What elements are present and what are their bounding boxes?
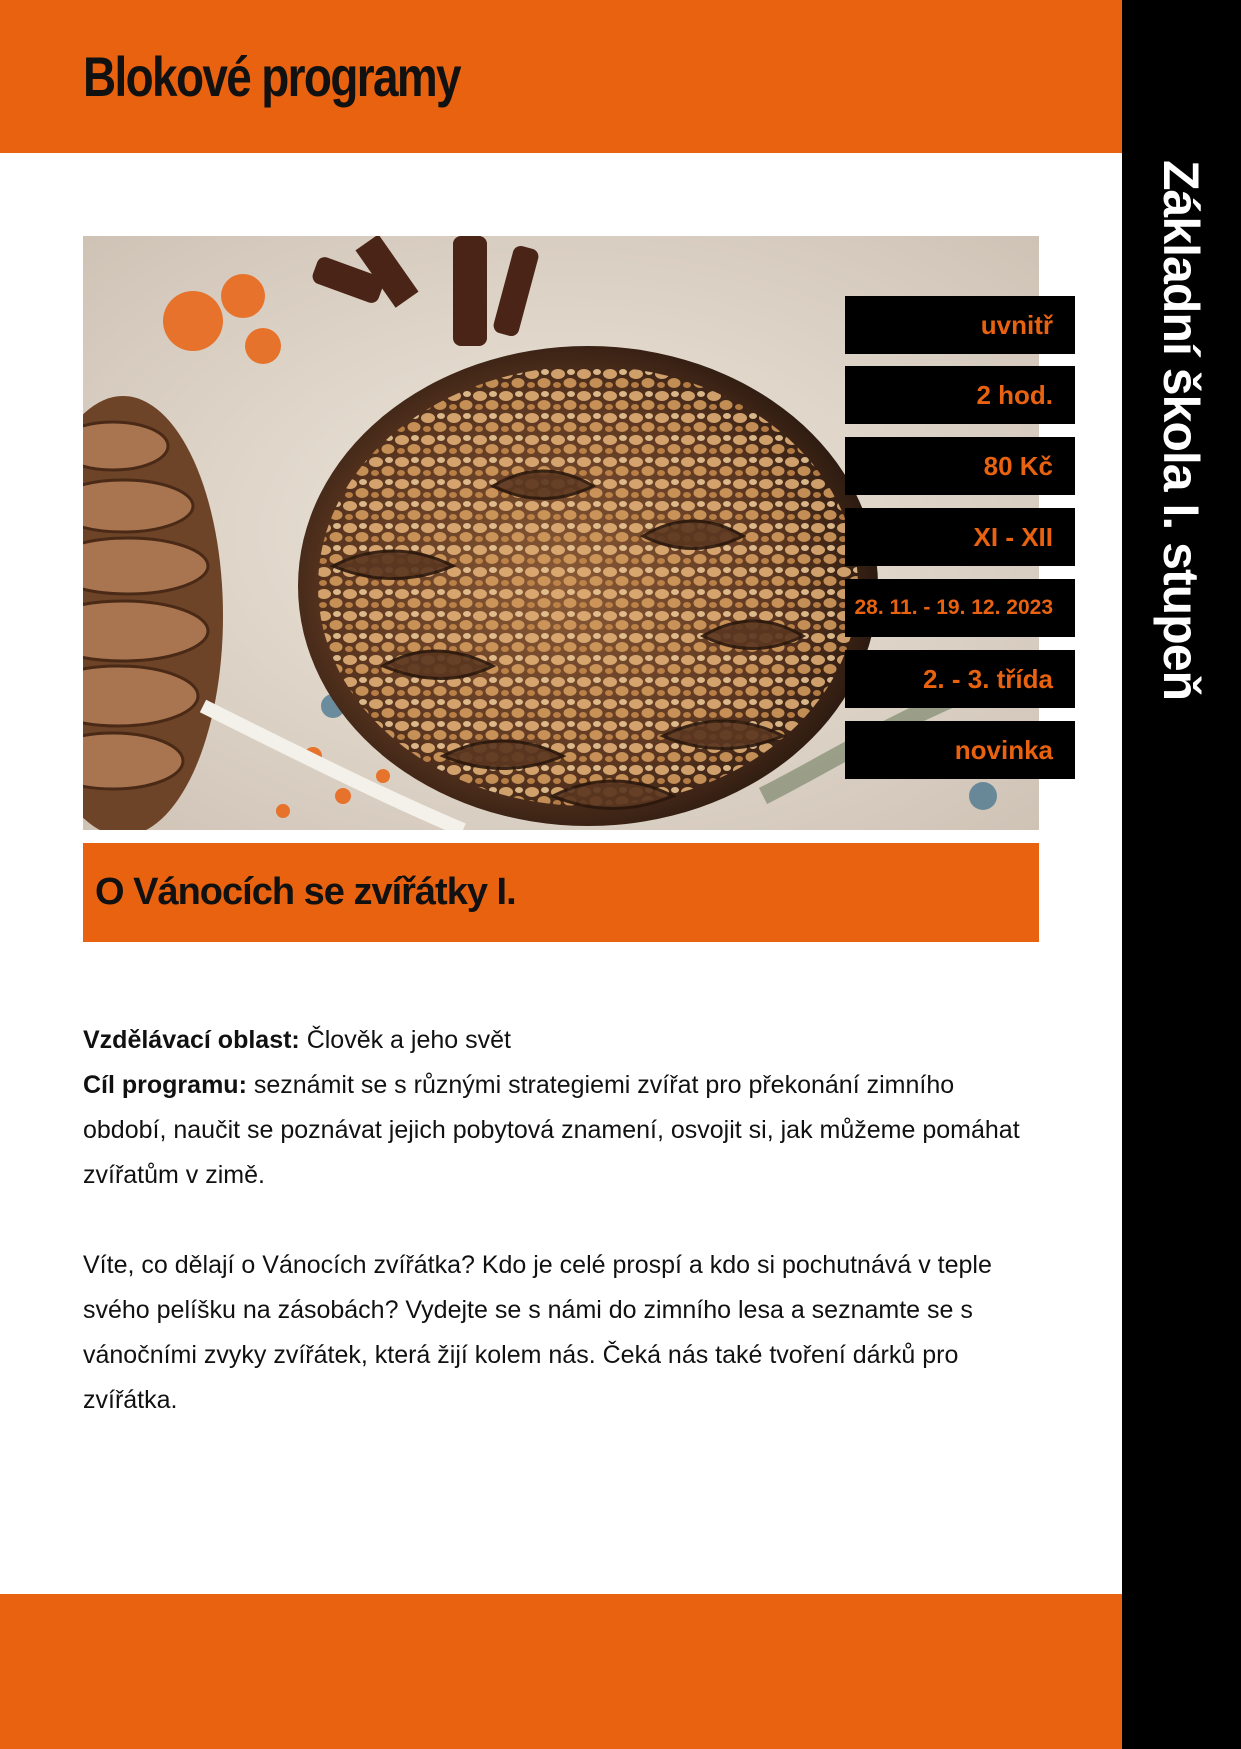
program-goal [83,1063,1041,1198]
tag-dates: 28. 11. - 19. 12. 2023 [845,579,1075,637]
tag-location: uvnitř [845,296,1075,354]
program-goal-value: seznámit se s různými strategiemi zvířat pro překonání zimního období, naučit se poznávat jejich pobytová znamení, osvojit si, jak můžeme pomáhat zvířatům v zimě. [83,1071,1020,1189]
program-title: O Vánocích se zvířátky I. [95,871,516,913]
program-title-band [83,843,1039,942]
tag-duration: 2 hod. [845,366,1075,424]
tag-grade: 2. - 3. třída [845,650,1075,708]
education-area [83,1018,1041,1063]
page-title: Blokové programy [83,45,460,108]
tag-new: novinka [845,721,1075,779]
program-goal-label: Cíl programu: [83,1071,247,1099]
footer-band [0,1594,1122,1749]
tag-months: XI - XII [845,508,1075,566]
program-text: Víte, co dělají o Vánocích zvířátka? Kdo je celé prospí a kdo si pochutnává v teple svého pelíšku na zásobách? Vydejte se s námi do zimního lesa a seznamte se s vánočními zvyky zvířátek, která žijí kolem nás. Čeká nás také tvoření dárků pro zvířátka. [83,1251,992,1414]
sidebar-title: Základní škola I. stupeň [1153,160,1209,701]
education-area-label: Vzdělávací oblast: [83,1026,300,1054]
header-band [0,0,1122,153]
program-description [83,1018,1041,1423]
tag-price: 80 Kč [845,437,1075,495]
education-area-value: Člověk a jeho svět [299,1026,511,1054]
